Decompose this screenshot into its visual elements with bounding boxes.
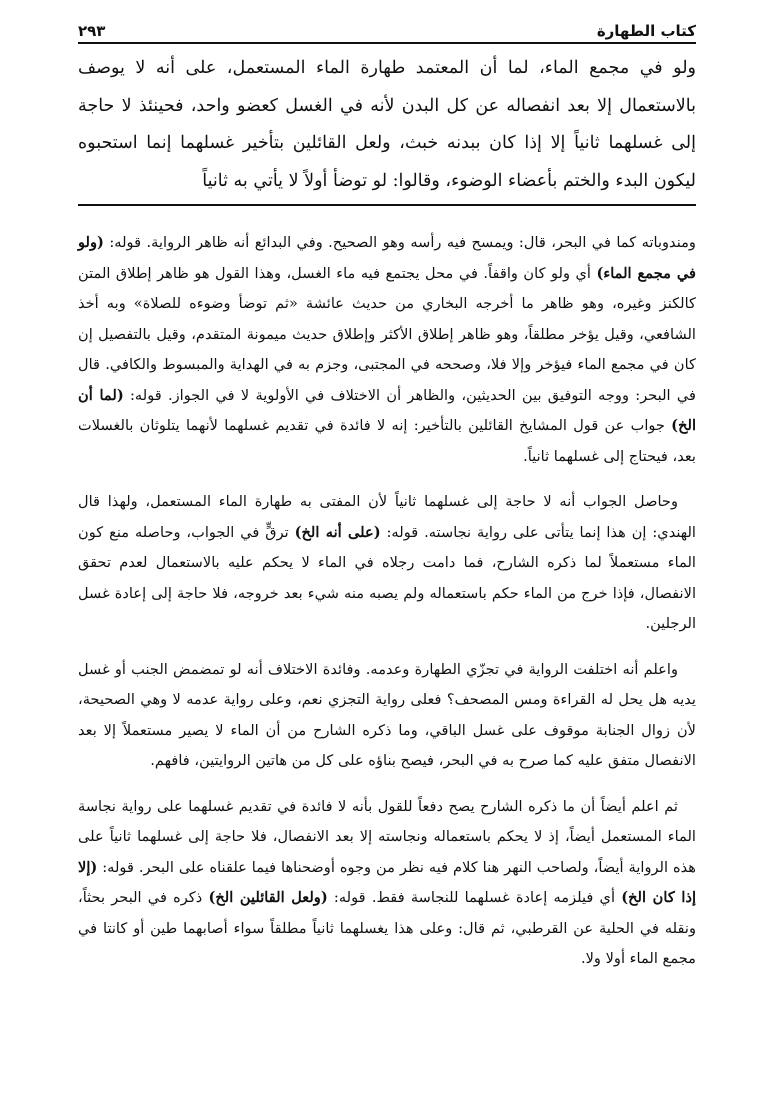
running-head [78, 12, 696, 40]
note-text: ترقٍّ في الجواب، وحاصله منع كون الماء مستعملاً لما ذكره الشارح، فما دامت رجلاه في الماء لا يحكم عليه بالاستعمال لعدم تحقق الانفصال، فإذا خرج من الماء حكم باستعماله ولم يصبه منه شيء بعد خروجه، فلا حاجة إلى إعادة غسل الرجلين. [78, 523, 696, 632]
note-text: ومندوباته كما في البحر، قال: ويمسح فيه رأسه وهو الصحيح. وفي البدائع أنه ظاهر الرواية. قوله: [103, 234, 696, 251]
commentary-notes [78, 228, 696, 975]
chapter-title: كتاب الطهارة [596, 22, 696, 40]
note-text: أي فيلزمه إعادة غسلهما للنجاسة فقط. قوله: [327, 889, 622, 906]
note-text: أي ولو كان واقفاً. في محل يجتمع فيه ماء الغسل، وهذا القول هو ظاهر إطلاق المتن كالكنز وغيره، وهو ظاهر ما أخرجه البخاري من حديث عائشة «ثم توضأ وضوءه للصلاة» وبه أخذ الشافعي، وقيل يؤخر مطلقاً، وهو ظاهر إطلاق الأكثر وإطلاق حديث ميمونة المتقدم، وقيل بالتفصيل إن كان في مجمع الماء فيؤخر وإلا فلا، وصححه في المجتبى، وجزم به في الهداية والمبسوط والكافي. قال في البحر: ووجه التوفيق بين الحديثين، والظاهر أن الاختلاف في الأولوية لا في الجواز. قوله: [78, 264, 696, 404]
quoted-lemma: (لما أن الخ) [78, 386, 696, 434]
note-paragraph [78, 655, 696, 777]
note-paragraph [78, 228, 696, 472]
note-text: وحاصل الجواب أنه لا حاجة إلى غسلهما ثانياً لأن المفتى به طهارة الماء المستعمل، ولهذا قال الهندي: إن هذا إنما يتأتى على رواية نجاسته. قوله: [78, 493, 696, 541]
main-paragraph: ولو في مجمع الماء، لما أن المعتمد طهارة الماء المستعمل، على أنه لا يوصف بالاستعمال إلا بعد انفصاله عن كل البدن لأنه في الغسل كعضو واحد، فحينئذ لا حاجة إلى غسلهما ثانياً إلا إذا كان ببدنه خبث، ولعل القائلين بتأخير غسلهما إنما استحبوه ليكون البدء والختم بأعضاء الوضوء، وقالوا: لو توضأ أولاً لا يأتي به ثانياً [78, 58, 696, 191]
note-paragraph [78, 792, 696, 975]
note-paragraph [78, 487, 696, 640]
note-text: ثم اعلم أيضاً أن ما ذكره الشارح يصح دفعاً للقول بأنه لا فائدة في تقديم غسلهما على رواية نجاسة الماء المستعمل أيضاً، إذ لا يحكم باستعماله ونجاسته إلا بعد الانفصال، فلا حاجة إلى غسلهما ثانياً على هذه الرواية أيضاً، ولصاحب النهر هنا كلام فيه نظر من وجوه أوضحناها فيما علقناه على البحر. قوله: [78, 797, 696, 876]
page-number: ٢٩٣ [78, 22, 106, 40]
quoted-lemma: (ولو في مجمع الماء) [78, 234, 696, 282]
quoted-lemma: (على أنه الخ) [294, 523, 381, 541]
note-text: واعلم أنه اختلفت الرواية في تجزّي الطهارة وعدمه. وفائدة الاختلاف أنه لو تمضمض الجنب أو غسل يديه هل يحل له القراءة ومس المصحف؟ فعلى رواية التجزي نعم، وعلى رواية عدمه لا وهي الصحيحة، لأن زوال الجنابة موقوف على غسل الباقي، وما ذكره الشارح من أن الماء لا يصير مستعملاً إلا بعد الانفصال متفق عليه كما صرح به في البحر، فيصح بناؤه على كل من هاتين الروايتين، فافهم. [78, 660, 696, 769]
header-rule [78, 42, 696, 44]
quoted-lemma: (ولعل القائلين الخ) [208, 889, 328, 906]
footnote-divider [78, 204, 696, 206]
quoted-lemma: (إلا إذا كان الخ) [78, 858, 696, 906]
note-text: جواب عن قول المشايخ القائلين بالتأخير: إنه لا فائدة في تقديم غسلهما لأنهما يتلوثان بالغسلات بعد، فيحتاج إلى غسلهما ثانياً. [78, 417, 696, 465]
main-text [78, 50, 696, 200]
note-text: ذكره في البحر بحثاً، ونقله في الحلية عن القرطبي، ثم قال: وعلى هذا يغسلهما ثانياً مطلقاً سواء أصابهما طين أو كانتا في مجمع الماء أولا ولا. [78, 889, 696, 967]
